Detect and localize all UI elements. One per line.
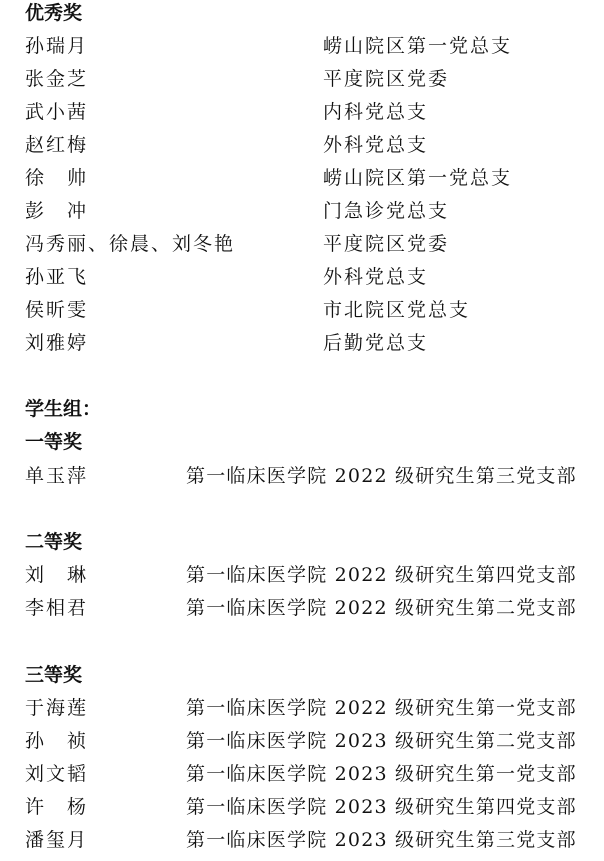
awardee-name: 潘玺月 bbox=[25, 829, 89, 851]
awardee-name: 彭 冲 bbox=[25, 200, 89, 222]
awardee-unit: 第一临床医学院 2022 级研究生第四党支部 bbox=[186, 564, 577, 586]
awardee-name: 刘文韬 bbox=[25, 763, 89, 785]
awardee-unit: 第一临床医学院 2023 级研究生第一党支部 bbox=[186, 763, 577, 785]
second-prize-heading: 二等奖 bbox=[25, 531, 83, 553]
awardee-unit: 第一临床医学院 2023 级研究生第四党支部 bbox=[186, 796, 577, 818]
awardee-unit: 崂山院区第一党总支 bbox=[323, 167, 513, 189]
third-prize-heading: 三等奖 bbox=[25, 664, 83, 686]
awardee-unit: 市北院区党总支 bbox=[323, 299, 471, 321]
awardee-unit: 内科党总支 bbox=[323, 101, 429, 123]
awardee-name: 刘雅婷 bbox=[25, 332, 89, 354]
awardee-name: 张金芝 bbox=[25, 68, 89, 90]
first-prize-heading: 一等奖 bbox=[25, 431, 83, 453]
student-group-heading: 学生组： bbox=[25, 398, 102, 420]
excellent-award-heading: 优秀奖 bbox=[25, 2, 83, 24]
awardee-unit: 后勤党总支 bbox=[323, 332, 429, 354]
awardee-name: 单玉萍 bbox=[25, 465, 89, 487]
awardee-name: 孙 祯 bbox=[25, 730, 89, 752]
awardee-name: 孙瑞月 bbox=[25, 35, 89, 57]
awardee-name: 李相君 bbox=[25, 597, 89, 619]
awardee-name: 孙亚飞 bbox=[25, 266, 89, 288]
awardee-unit: 第一临床医学院 2022 级研究生第二党支部 bbox=[186, 597, 577, 619]
awardee-unit: 外科党总支 bbox=[323, 266, 429, 288]
awardee-unit: 门急诊党总支 bbox=[323, 200, 450, 222]
awardee-unit: 第一临床医学院 2022 级研究生第一党支部 bbox=[186, 697, 577, 719]
awardee-name: 徐 帅 bbox=[25, 167, 89, 189]
awardee-name: 于海莲 bbox=[25, 697, 89, 719]
awardee-name: 赵红梅 bbox=[25, 134, 89, 156]
awardee-unit: 崂山院区第一党总支 bbox=[323, 35, 513, 57]
awardee-unit: 外科党总支 bbox=[323, 134, 429, 156]
awardee-unit: 平度院区党委 bbox=[323, 68, 450, 90]
awardee-name: 冯秀丽、徐晨、刘冬艳 bbox=[25, 233, 236, 255]
awardee-name: 武小茜 bbox=[25, 101, 89, 123]
awardee-unit: 第一临床医学院 2023 级研究生第三党支部 bbox=[186, 829, 577, 851]
awardee-unit: 平度院区党委 bbox=[323, 233, 450, 255]
awardee-unit: 第一临床医学院 2022 级研究生第三党支部 bbox=[186, 465, 577, 487]
awardee-name: 侯昕雯 bbox=[25, 299, 89, 321]
awardee-unit: 第一临床医学院 2023 级研究生第二党支部 bbox=[186, 730, 577, 752]
awardee-name: 刘 琳 bbox=[25, 564, 89, 586]
awardee-name: 许 杨 bbox=[25, 796, 89, 818]
